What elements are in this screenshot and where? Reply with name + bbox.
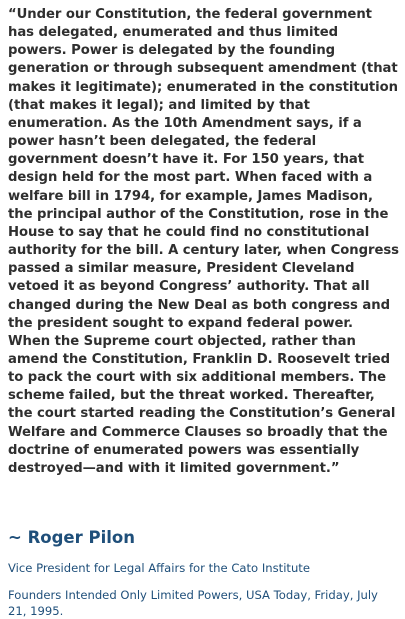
quote-text: “Under our Constitution, the federal government has delegated, enumerated and thus limited powers. Power is delegated by the founding generation or through subsequent amendment (that makes it legitimate); enumerated in the constitution (that makes it legal); and limited by that enumeration. As the 10th Amendment says, if a power hasn’t been delegated, the federal government doesn’t have it. For 150 years, that design held for the most part. When faced with a welfare bill in 1794, for example, James Madison, the principal author of the Constitution, rose in the House to say that he could find no constitutional authority for the bill. A century later, when Congress passed a similar measure, President Cleveland vetoed it as beyond Congress’ authority. That all changed during the New Deal as both congress and the president sought to expand federal power. When the Supreme court objected, rather than amend the Constitution, Franklin D. Roosevelt tried to pack the court with six additional members. The scheme failed, but the threat worked. Thereafter, the court started reading the Constitution’s General Welfare and Commerce Clauses so broadly that the doctrine of enumerated powers was essentially destroyed—and with it limited government.” [8,7,399,476]
author-name: ~ Roger Pilon [8,528,135,548]
quote-source: Founders Intended Only Limited Powers, USA Today, Friday, July 21, 1995. [8,588,378,619]
author-role: Vice President for Legal Affairs for the Cato Institute [8,561,310,576]
